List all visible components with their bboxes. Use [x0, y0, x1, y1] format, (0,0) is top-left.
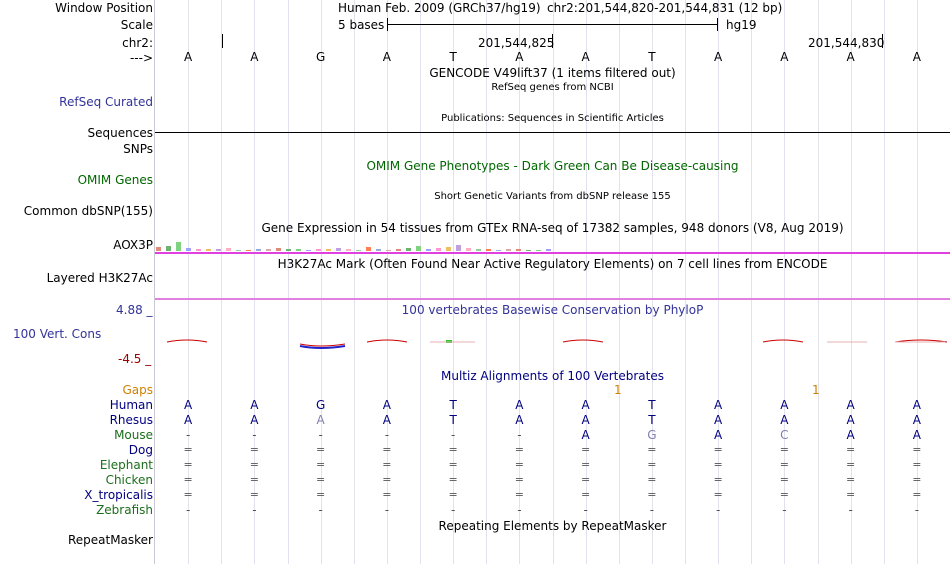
phylop-arc — [763, 340, 803, 342]
alignment-base: = — [249, 443, 259, 456]
gaps-label: Gaps — [122, 383, 153, 397]
gtex-bar[interactable] — [376, 249, 381, 251]
gtex-bar[interactable] — [346, 249, 351, 251]
alignment-base: = — [846, 488, 856, 501]
alignment-base: T — [648, 413, 656, 427]
gtex-bar[interactable] — [406, 248, 411, 251]
alignment-base: = — [316, 458, 326, 471]
alignment-base: A — [515, 413, 524, 427]
publications-track-title[interactable]: Publications: Sequences in Scientific Articles — [441, 113, 664, 124]
alignment-base: = — [448, 443, 458, 456]
gtex-bar[interactable] — [276, 248, 281, 251]
alignment-base: = — [382, 473, 392, 486]
alignment-base: = — [183, 488, 193, 501]
gtex-bar[interactable] — [516, 249, 521, 251]
alignment-base: A — [780, 413, 789, 427]
coordinate-tick — [882, 34, 883, 48]
window-position-label: Window Position — [55, 1, 153, 15]
alignment-base: - — [782, 503, 787, 517]
gtex-bar[interactable] — [416, 246, 421, 251]
gtex-bar[interactable] — [536, 250, 541, 251]
alignment-base: - — [583, 503, 588, 517]
alignment-base: = — [846, 458, 856, 471]
alignment-base: A — [912, 398, 921, 412]
refseq-track-title[interactable]: RefSeq genes from NCBI — [491, 82, 614, 93]
alignment-base: = — [448, 473, 458, 486]
gtex-bar[interactable] — [526, 250, 531, 251]
gtex-bar[interactable] — [246, 250, 251, 251]
gtex-bar[interactable] — [366, 247, 371, 251]
alignment-base: = — [249, 488, 259, 501]
scale-database: hg19 — [726, 18, 757, 32]
alignment-base: = — [249, 473, 259, 486]
phylop-arc — [300, 344, 345, 346]
gtex-bar[interactable] — [266, 249, 271, 251]
chromosome-label: chr2: — [122, 36, 153, 50]
phylop-min-label: -4.5 _ — [118, 352, 152, 366]
alignment-base: A — [184, 413, 193, 427]
alignment-base: A — [581, 398, 590, 412]
alignment-base: A — [581, 413, 590, 427]
gencode-track-title[interactable]: GENCODE V49lift37 (1 items filtered out) — [429, 66, 676, 80]
alignment-base: = — [647, 458, 657, 471]
base-letter: A — [250, 50, 259, 64]
alignment-base: = — [647, 473, 657, 486]
alignment-base: = — [581, 458, 591, 471]
alignment-base: A — [316, 413, 325, 427]
alignment-base: A — [714, 398, 723, 412]
alignment-base: T — [648, 398, 656, 412]
alignment-base: = — [779, 488, 789, 501]
alignment-base: = — [514, 458, 524, 471]
alignment-base: = — [912, 473, 922, 486]
strand-label: ---> — [129, 51, 153, 65]
alignment-base: = — [382, 443, 392, 456]
common-dbsnp-label[interactable]: Common dbSNP(155) — [23, 204, 153, 218]
phylop-track-label[interactable]: 100 Vert. Cons — [13, 327, 102, 341]
gtex-bar[interactable] — [436, 248, 441, 251]
phylop-arc — [167, 340, 207, 342]
alignment-base: = — [713, 458, 723, 471]
gtex-bar[interactable] — [396, 249, 401, 251]
alignment-base: - — [848, 503, 853, 517]
alignment-base: = — [581, 488, 591, 501]
alignment-base: - — [517, 428, 522, 442]
base-letter: A — [780, 50, 789, 64]
alignment-base: = — [183, 458, 193, 471]
alignment-base: = — [514, 473, 524, 486]
alignment-base: - — [318, 428, 323, 442]
gtex-bar[interactable] — [216, 249, 221, 251]
phylop-track-title[interactable]: 100 vertebrates Basewise Conservation by PhyloP — [401, 303, 704, 317]
repeatmasker-label[interactable]: RepeatMasker — [67, 533, 153, 547]
species-label-x-tropicalis[interactable]: X_tropicalis — [84, 488, 153, 502]
gtex-bar[interactable] — [506, 249, 511, 251]
alignment-base: = — [448, 488, 458, 501]
gtex-bar[interactable] — [466, 248, 471, 251]
gtex-bar[interactable] — [236, 250, 241, 251]
base-letter: T — [449, 50, 457, 64]
alignment-base: = — [514, 488, 524, 501]
alignment-base: A — [184, 398, 193, 412]
species-label-chicken[interactable]: Chicken — [105, 473, 153, 487]
base-letter: A — [846, 50, 855, 64]
phylop-arc — [367, 340, 407, 342]
layered-h3k27ac-label[interactable]: Layered H3K27Ac — [46, 271, 153, 285]
gtex-bar[interactable] — [386, 250, 391, 251]
alignment-base: = — [316, 443, 326, 456]
alignment-base: - — [252, 428, 257, 442]
base-letter: G — [315, 50, 326, 64]
gtex-bar[interactable] — [456, 245, 461, 251]
alignment-base: = — [382, 458, 392, 471]
gtex-bar[interactable] — [306, 250, 311, 251]
alignment-base: = — [647, 443, 657, 456]
gtex-bar[interactable] — [356, 250, 361, 251]
alignment-base: A — [912, 428, 921, 442]
gtex-bar[interactable] — [176, 242, 181, 251]
coordinate-tick — [552, 34, 553, 48]
multiz-track-title[interactable]: Multiz Alignments of 100 Vertebrates — [440, 369, 665, 383]
alignment-base: A — [250, 398, 259, 412]
h3k27ac-separator — [155, 298, 950, 300]
gtex-bar[interactable] — [156, 247, 161, 251]
repeatmasker-track-title[interactable]: Repeating Elements by RepeatMasker — [438, 519, 667, 533]
alignment-base: A — [714, 428, 723, 442]
alignment-base: = — [249, 458, 259, 471]
coordinate-tick — [222, 34, 223, 48]
species-label-zebrafish[interactable]: Zebrafish — [96, 503, 153, 517]
scale-label: Scale — [120, 18, 153, 32]
alignment-base: - — [715, 503, 721, 517]
sequences-label[interactable]: Sequences — [87, 126, 153, 140]
coordinate-label-1: 201,544,825 — [478, 36, 555, 50]
alignment-base: = — [316, 488, 326, 501]
scale-bar-right-tick — [717, 18, 718, 31]
base-letter: A — [382, 50, 391, 64]
alignment-base: - — [185, 503, 191, 517]
alignment-base: G — [647, 428, 657, 442]
base-letter: A — [184, 50, 193, 64]
omim-genes-label[interactable]: OMIM Genes — [77, 173, 153, 187]
gtex-bar[interactable] — [476, 249, 481, 251]
alignment-base: - — [914, 503, 920, 517]
alignment-base: = — [912, 443, 922, 456]
gtex-bar[interactable] — [316, 249, 321, 251]
alignment-base: A — [714, 413, 723, 427]
phylop-signal[interactable] — [155, 330, 950, 360]
alignment-base: A — [912, 413, 921, 427]
alignment-base: T — [449, 398, 457, 412]
base-letter: T — [648, 50, 656, 64]
gtex-bar[interactable] — [226, 248, 231, 251]
gap-mark-1: 1 — [614, 383, 622, 397]
phylop-arc — [563, 340, 603, 342]
omim-track-title[interactable]: OMIM Gene Phenotypes - Dark Green Can Be Disease-causing — [366, 159, 739, 173]
species-label-mouse[interactable]: Mouse — [114, 428, 153, 442]
gtex-bar[interactable] — [166, 246, 171, 251]
position-readout: chr2:201,544,820-201,544,831 (12 bp) — [547, 1, 783, 15]
alignment-base: - — [252, 503, 257, 517]
gtex-bar[interactable] — [446, 247, 451, 251]
alignment-base: = — [316, 473, 326, 486]
assembly-name: Human Feb. 2009 (GRCh37/hg19) — [338, 1, 541, 15]
alignment-base: = — [713, 443, 723, 456]
alignment-base: = — [647, 488, 657, 501]
base-letter: A — [714, 50, 723, 64]
refseq-curated-label[interactable]: RefSeq Curated — [59, 95, 153, 109]
alignment-base: = — [846, 473, 856, 486]
scale-bar-left-tick — [387, 18, 388, 31]
gtex-bar[interactable] — [486, 249, 491, 251]
alignment-base: A — [846, 398, 855, 412]
alignment-base: - — [450, 503, 456, 517]
species-label-human[interactable]: Human — [109, 398, 153, 412]
alignment-base: = — [846, 443, 856, 456]
coordinate-label-2: 201,544,830 — [808, 36, 885, 50]
alignment-base: = — [448, 458, 458, 471]
gtex-bar[interactable] — [546, 249, 551, 251]
sequences-track-line — [155, 132, 950, 133]
alignment-base: = — [514, 443, 524, 456]
alignment-base: - — [517, 503, 522, 517]
alignment-base: A — [846, 413, 855, 427]
species-label-dog[interactable]: Dog — [128, 443, 153, 457]
alignment-base: A — [515, 398, 524, 412]
alignment-base: = — [581, 473, 591, 486]
alignment-base: A — [846, 428, 855, 442]
alignment-base: G — [315, 398, 326, 412]
alignment-base: = — [183, 473, 193, 486]
gtex-bar[interactable] — [286, 249, 291, 251]
gtex-bar[interactable] — [496, 250, 501, 251]
scale-bases-text: 5 bases — [338, 18, 385, 32]
alignment-base: A — [581, 428, 590, 442]
alignment-base: = — [581, 443, 591, 456]
alignment-base: = — [713, 473, 723, 486]
gtex-track-title[interactable]: Gene Expression in 54 tissues from GTEx RNA-seq of 17382 samples, 948 donors (V8, Aug 2019) — [261, 221, 844, 235]
alignment-base: = — [382, 488, 392, 501]
base-letter: A — [515, 50, 524, 64]
alignment-base: = — [779, 443, 789, 456]
alignment-base: A — [382, 398, 391, 412]
alignment-base: - — [384, 503, 390, 517]
species-label-rhesus[interactable]: Rhesus — [109, 413, 153, 427]
alignment-base: = — [183, 443, 193, 456]
gtex-bar[interactable] — [426, 249, 431, 251]
alignment-base: A — [780, 398, 789, 412]
gtex-bar[interactable] — [196, 249, 201, 251]
gtex-bar[interactable] — [186, 248, 191, 251]
snps-label[interactable]: SNPs — [123, 142, 153, 156]
alignment-base: = — [779, 458, 789, 471]
alignment-base: - — [649, 503, 655, 517]
alignment-base: = — [713, 488, 723, 501]
gtex-gene-label[interactable]: AOX3P — [113, 238, 153, 252]
gtex-bar[interactable] — [206, 249, 211, 251]
alignment-base: - — [318, 503, 323, 517]
gtex-bar[interactable] — [256, 249, 261, 251]
gtex-bar[interactable] — [296, 249, 301, 251]
alignment-base: = — [912, 488, 922, 501]
h3k27ac-track-title[interactable]: H3K27Ac Mark (Often Found Near Active Regulatory Elements) on 7 cell lines from ENCODE — [277, 257, 828, 271]
species-label-elephant[interactable]: Elephant — [99, 458, 153, 472]
alignment-base: - — [384, 428, 390, 442]
alignment-base: A — [250, 413, 259, 427]
scale-bar — [387, 24, 717, 25]
dbsnp-track-title[interactable]: Short Genetic Variants from dbSNP release 155 — [434, 191, 671, 202]
gtex-bar[interactable] — [336, 248, 341, 251]
alignment-base: - — [185, 428, 191, 442]
base-letter: A — [912, 50, 921, 64]
alignment-base: A — [382, 413, 391, 427]
phylop-max-label: 4.88 _ — [116, 303, 153, 317]
alignment-base: = — [779, 473, 789, 486]
base-letter: A — [581, 50, 590, 64]
gtex-bar[interactable] — [326, 249, 331, 251]
gap-mark-2: 1 — [812, 383, 820, 397]
alignment-base: C — [780, 428, 789, 442]
alignment-base: = — [912, 458, 922, 471]
gtex-separator — [155, 252, 950, 254]
alignment-base: - — [450, 428, 456, 442]
alignment-base: T — [449, 413, 457, 427]
